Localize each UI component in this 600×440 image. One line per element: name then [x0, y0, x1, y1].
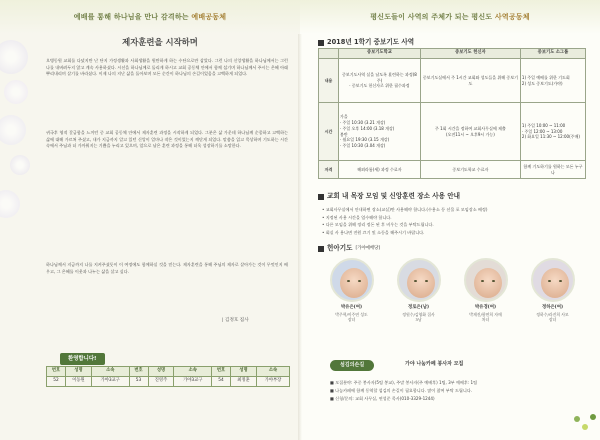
baby-name: 정하은(여): [542, 305, 563, 310]
decorative-dot: [574, 416, 580, 422]
notice-text: 다른 모임을 위해 정리 정돈 된 후 비우는 것을 부탁드립니다.: [325, 222, 434, 228]
baby-photo: [531, 258, 575, 302]
table-row: [47, 377, 290, 387]
header-strong: 예배공동체: [191, 12, 227, 21]
table-header: 성명: [148, 367, 174, 377]
flower-decoration: [0, 115, 26, 145]
babies-subtitle: [가야예배당]: [355, 245, 381, 251]
table-header: 중보기도 소그룹: [520, 49, 585, 59]
baby-face: [407, 268, 435, 298]
notice-section-title: [318, 192, 460, 202]
table-cell: 최정훈: [231, 377, 257, 387]
flower-decoration: [4, 80, 28, 104]
table-header: 번호: [129, 367, 148, 377]
baby-card: [456, 258, 516, 323]
baby-name: 박유은(여): [341, 305, 362, 310]
notice-text: 교회사무실에서 안내하면 장소(교실)만 사용해야 합니다.(수용소 등 선물 포 모임장소 배정): [325, 207, 488, 212]
table-cell: 진영주: [148, 377, 174, 387]
right-header-band: [300, 0, 600, 34]
list-item: • 지정된 사용 시간을 엄수해야 합니다.: [322, 214, 392, 220]
table-cell: 가야3교구: [174, 377, 212, 387]
table-cell: 53: [129, 377, 148, 387]
babies-section-title: [318, 244, 380, 254]
table-cell: 함께 기도하기를 원하는 모든 누구나: [520, 161, 585, 179]
baby-name: 정로은(남): [408, 305, 429, 310]
table-header: 소속: [174, 367, 212, 377]
list-item: ■ 나눔카페에 함께 동역할 섬김의 손길이 필요합니다. 많이 참여 부탁 드립니다.: [330, 387, 473, 393]
left-header-band: [0, 0, 300, 34]
table-row: [319, 59, 586, 103]
table-cell: 중보기도사역 실을 남도록 훈련하는 과정(8주) · 중보기도 헌신자로 위한 필수과정: [339, 59, 421, 103]
flower-decoration: [0, 40, 28, 74]
baby-face: [474, 268, 502, 298]
baby-list: [318, 258, 586, 323]
volunteer-info: [330, 379, 588, 402]
row-label: 내용: [319, 59, 339, 103]
notice-list: [322, 206, 586, 237]
baby-photo: [464, 258, 508, 302]
table-cell: 주 1회 시간을 정하여 교회사무실에 제출 (오전11시 ~ 오후9시 가능): [420, 103, 520, 161]
decorative-dot: [590, 414, 596, 420]
table-header-row: [319, 49, 586, 59]
table-header: 소속: [257, 367, 290, 377]
volunteer-title: 가야 나눔카페 봉사자 모집: [405, 361, 464, 367]
welcome-banner: 환영합니다!: [60, 353, 105, 365]
article-title: 제자훈련을 시작하며: [122, 37, 198, 47]
notice-title: 교회 내 목장 모임 및 신앙훈련 장소 사용 안내: [327, 192, 461, 200]
plan-section-title: [318, 38, 414, 48]
table-header: [319, 49, 339, 59]
header-text: 예배를 통해 하나님을 만나 감격하는: [73, 12, 189, 21]
table-cell: 가야부장: [257, 377, 290, 387]
baby-card: [523, 258, 583, 323]
table-cell: 54: [212, 377, 231, 387]
baby-detail: 박주혁/이주연 성도 장녀: [335, 311, 368, 323]
row-label: 자격: [319, 161, 339, 179]
baby-detail: 정원수/김영화 집사 3남: [402, 311, 435, 323]
table-header-row: [47, 367, 290, 377]
baby-detail: 박재진/함연희 자매 차녀: [469, 311, 502, 323]
table-cell: 이동원: [66, 377, 92, 387]
list-item: • 교회사무실에서 안내하면 장소(교실)만 사용해야 합니다.(수용소 등 선물 포 모임장소 배정): [322, 207, 488, 212]
table-header: 중보기도 헌신자: [420, 49, 520, 59]
table-header: 성명: [231, 367, 257, 377]
baby-card: [322, 258, 382, 323]
table-cell: 가야3교구: [91, 377, 129, 387]
table-cell: 중보기도학교 수료자: [420, 161, 520, 179]
table-header: 번호: [47, 367, 66, 377]
table-cell: 가을 · 주일 10:30 (3.21 개강) · 주일 오후 14:00 (3.18 개강) 봄반 · 월요일 19:30 (3.15 개강) · 주일 10:30 (3.04 개강): [339, 103, 421, 161]
table-cell: 1) 주일 예배를 위한 기도회 2) 성도 중보기도(가야): [520, 59, 585, 103]
table-header: 성명: [66, 367, 92, 377]
decorative-dot: [582, 424, 588, 430]
article-paragraph: 오병동원 교회를 다녔지만 난 단지 가정생활과 사회생활을 원만하게 하는 수단으로만 삼았다. 그런 나의 신앙생활을 하나님께서는 그런 나를 내버려두지 않고 계속 사용하셨다. 시선을 하나님께로 돌리게 하시고 교회 공동체 안에서 함께 섬기며 하나님께서 주시는 은혜 아래 뿌리내리며 살기를 바라셨다. 이제 나의 지난 삶을 돌아보며 모든 순간이 하나님의 손길이었음을 고백하게 되었다.: [46, 58, 288, 77]
notice-text: 회실 사 용나면 전원 끄기 및 소등을 해주시기 바랍니다.: [325, 230, 425, 236]
service-badge: 섬김의손길: [330, 360, 374, 371]
square-bullet-icon: [318, 246, 324, 252]
table-cell: 1) 주일 10:00 ~ 11:00 · 주일 12:00 ~ 13:00 2) 화요일 11:30 ~ 12:00(주매): [520, 103, 585, 161]
list-item: ■ 모집분야: 주중 봉사자(5팀 봉교), 주말 봉사자(주 예배후) 1팀, 3부 예배후: 1팀: [330, 380, 478, 385]
flower-decoration: [0, 190, 20, 218]
table-header: 중보기도학교: [339, 49, 421, 59]
list-item: ■ 신청/문의: 교회 사무실, 연성준 목사(010-3329-1244): [330, 395, 435, 401]
table-row: [319, 103, 586, 161]
babies-title: 헌아기도: [327, 244, 353, 252]
list-item: • 회실 사 용나면 전원 끄기 및 소등을 해주시기 바랍니다.: [322, 230, 425, 236]
table-cell: 해외라톰(세) 과정 수료자: [339, 161, 421, 179]
baby-detail: 정하수/라진희 사모 장녀: [536, 311, 569, 323]
notice-text: 지정된 사용 시간을 엄수해야 합니다.: [325, 214, 392, 220]
header-text: 평신도들이 사역의 주체가 되는 평신도: [370, 12, 493, 21]
baby-card: [389, 258, 449, 323]
header-strong: 사역공동체: [494, 12, 530, 21]
newcomer-table: [46, 366, 290, 387]
table-header: 소속: [91, 367, 129, 377]
baby-photo: [330, 258, 374, 302]
square-bullet-icon: [318, 40, 324, 46]
row-label: 시간: [319, 103, 339, 161]
prayer-plan-table: [318, 48, 586, 179]
flower-decoration: [10, 155, 30, 175]
baby-face: [340, 268, 368, 298]
baby-name: 박유경(여): [475, 305, 496, 310]
article-paragraph: 하나님께서 지금까지 나를 지켜주셨듯이 이 여정에도 함께하실 것을 믿는다. 제자훈련을 통해 주님의 제자로 살아가는 것이 무엇인지 배우고, 그 은혜를 이웃과 나누는 삶을 살고 싶다.: [46, 262, 288, 274]
table-header: 번호: [212, 367, 231, 377]
plan-title: 2018년 1학기 중보기도 사역: [327, 38, 415, 46]
table-cell: 중보기도실에서 주 1시간 교회와 성도들을 위해 중보기도: [420, 59, 520, 103]
square-bullet-icon: [318, 194, 324, 200]
baby-face: [541, 268, 569, 298]
table-cell: 52: [47, 377, 66, 387]
article-paragraph: 귀국후 영적 갈급함을 느끼던 중 교회 공동체 안에서 제자훈련 과정을 시작하게 되었다. 그분은 삶 가운데 하나님께 순종하고 고백하는 삶에 대해 가르쳐 주셨고, 내가 지금까지 알고 있던 신앙이 얼마나 작은 것이었는지 깨닫게 되었다. 말씀을 읽고 묵상하며 기도하는 시간 속에서 주님과 더 가까워지는 기쁨을 누리고 있으며, 앞으로 남은 훈련 과정을 통해 더욱 성장하기를 소망한다.: [46, 130, 288, 149]
list-item: • 다른 모임을 위해 정리 정돈 된 후 비우는 것을 부탁드립니다.: [322, 222, 434, 228]
table-row: [319, 161, 586, 179]
page-gutter: [298, 0, 302, 440]
baby-photo: [397, 258, 441, 302]
article-signature: | 김정호 집사: [222, 318, 249, 323]
